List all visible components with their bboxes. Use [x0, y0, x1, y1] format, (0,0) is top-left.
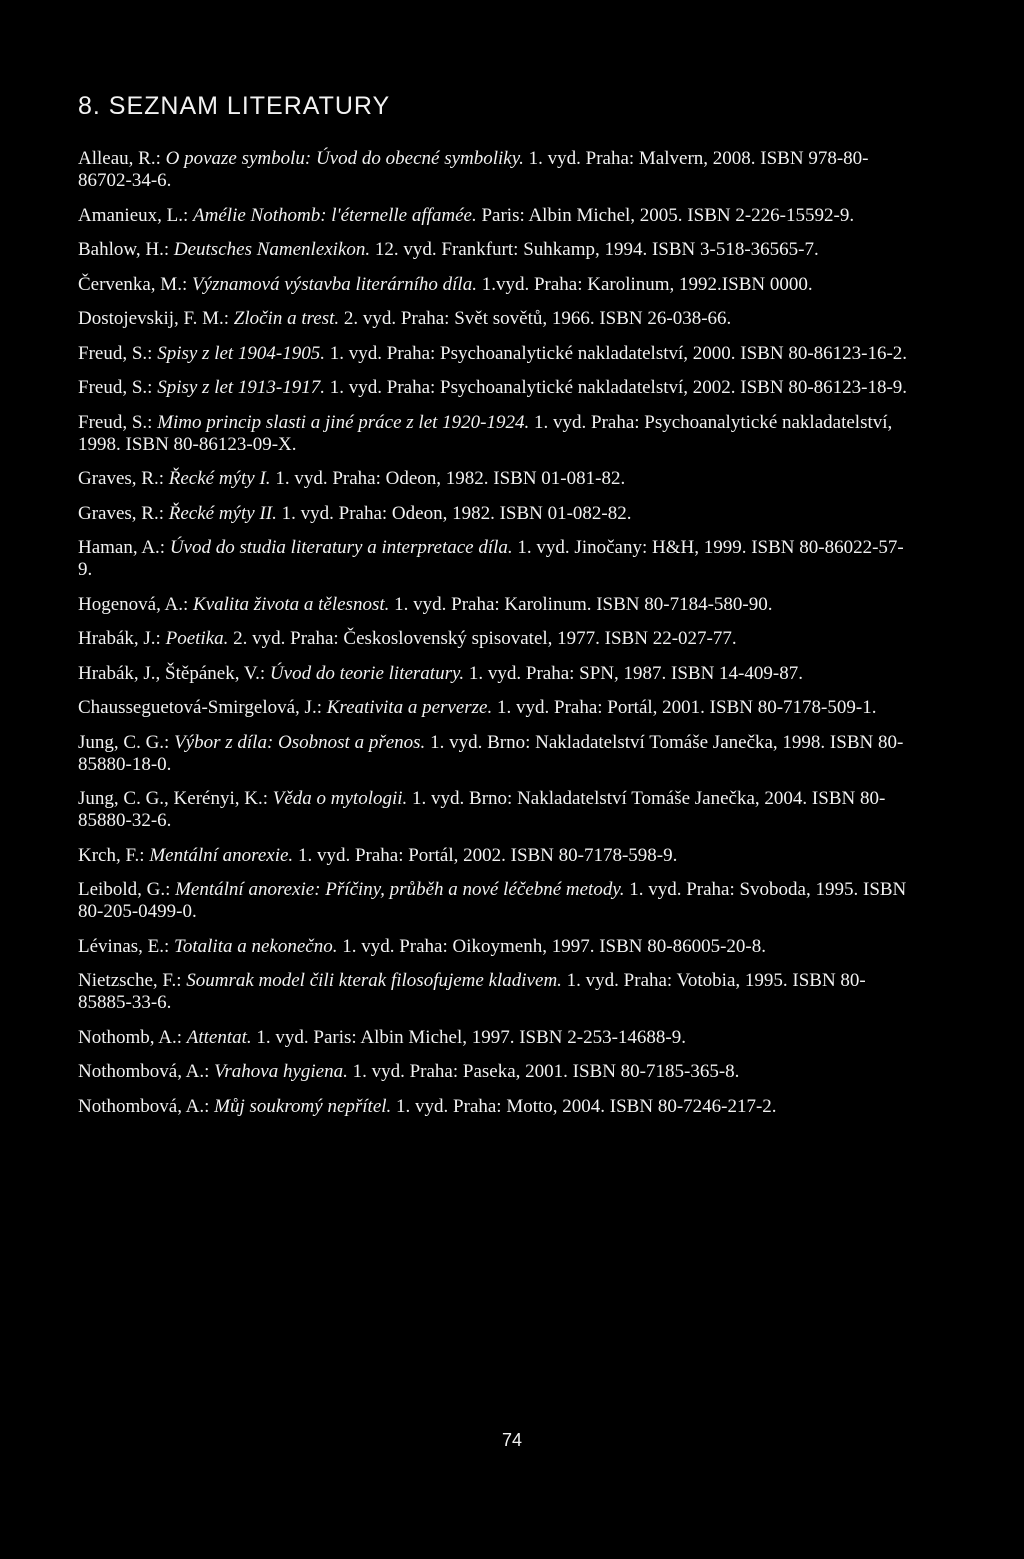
entry-publication-details: 1. vyd. Praha: Portál, 2001. ISBN 80-7178-509-1.: [492, 697, 877, 718]
entry-publication-details: 1. vyd. Praha: Psychoanalytické nakladatelství, 1998. ISBN 80-86123-09-X.: [78, 411, 893, 455]
entry-author: Hogenová, A.:: [78, 593, 194, 615]
bibliography-list: [78, 148, 908, 1130]
entry-publication-details: 1. vyd. Praha: Odeon, 1982. ISBN 01-082-82.: [276, 502, 632, 524]
bibliography-entry: [78, 239, 908, 261]
bibliography-entry: [78, 594, 908, 616]
entry-author: Graves, R.:: [78, 468, 169, 489]
entry-publication-details: 1. vyd. Praha: Malvern, 2008. ISBN 978-80-86702-34-6.: [78, 148, 869, 191]
entry-author: Hrabák, J.:: [78, 628, 166, 649]
bibliography-entry: [78, 788, 908, 832]
entry-title: Výbor z díla: Osobnost a přenos.: [174, 731, 426, 753]
entry-title: Poetika.: [165, 628, 229, 649]
bibliography-entry: [78, 468, 908, 490]
entry-title: Zločin a trest.: [233, 308, 340, 329]
entry-title: Kvalita života a tělesnost.: [193, 593, 390, 615]
entry-publication-details: 1. vyd. Praha: Oikoymenh, 1997. ISBN 80-86005-20-8.: [337, 935, 766, 957]
entry-author: Nietzsche, F.:: [78, 970, 187, 991]
bibliography-entry: [78, 274, 908, 296]
entry-author: Alleau, R.:: [78, 148, 166, 169]
entry-title: Významová výstavba literárního díla.: [191, 273, 477, 295]
entry-author: Graves, R.:: [78, 502, 169, 524]
section-heading: 8. SEZNAM LITERATURY: [78, 92, 391, 120]
entry-title: Deutsches Namenlexikon.: [173, 239, 371, 260]
entry-title: Spisy z let 1913-1917.: [157, 377, 326, 398]
entry-publication-details: 2. vyd. Praha: Svět sovětů, 1966. ISBN 26-038-66.: [339, 308, 732, 329]
bibliography-entry: [78, 845, 908, 867]
bibliography-entry: [78, 970, 908, 1014]
entry-author: Amanieux, L.:: [78, 204, 194, 226]
entry-title: Kreativita a perverze.: [326, 697, 493, 718]
entry-author: Chausseguetová-Smirgelová, J.:: [78, 697, 327, 718]
bibliography-entry: [78, 732, 908, 776]
bibliography-entry: [78, 1096, 908, 1118]
bibliography-entry: [78, 1061, 908, 1083]
entry-title: Mentální anorexie: Příčiny, průběh a nové léčebné metody.: [175, 879, 625, 900]
entry-author: Jung, C. G., Kerényi, K.:: [78, 788, 273, 809]
entry-publication-details: Paris: Albin Michel, 2005. ISBN 2-226-15592-9.: [476, 204, 855, 226]
entry-publication-details: 1. vyd. Paris: Albin Michel, 1997. ISBN 2-253-14688-9.: [251, 1026, 686, 1048]
entry-title: Mentální anorexie.: [149, 844, 294, 866]
entry-author: Nothomb, A.:: [78, 1026, 187, 1048]
entry-publication-details: 1. vyd. Brno: Nakladatelství Tomáše Janečka, 1998. ISBN 80-85880-18-0.: [78, 731, 904, 775]
entry-title: Attentat.: [186, 1026, 252, 1048]
bibliography-entry: [78, 628, 908, 650]
page-number: 74: [501, 1430, 523, 1450]
entry-title: O povaze symbolu: Úvod do obecné symboliky.: [165, 148, 524, 169]
entry-author: Haman, A.:: [78, 537, 170, 558]
entry-author: Bahlow, H.:: [78, 239, 174, 260]
bibliography-entry: [78, 663, 908, 685]
entry-title: Soumrak model čili kterak filosofujeme kladivem.: [186, 970, 562, 991]
bibliography-entry: [78, 879, 908, 923]
entry-title: Spisy z let 1904-1905.: [157, 342, 326, 364]
bibliography-entry: [78, 537, 908, 581]
entry-publication-details: 1. vyd. Praha: Portál, 2002. ISBN 80-7178-598-9.: [293, 844, 678, 866]
bibliography-entry: [78, 412, 908, 456]
entry-publication-details: 1. vyd. Praha: Karolinum. ISBN 80-7184-580-90.: [389, 593, 773, 615]
entry-publication-details: 1. vyd. Praha: Votobia, 1995. ISBN 80-85885-33-6.: [78, 970, 866, 1013]
entry-title: Úvod do studia literatury a interpretace díla.: [169, 537, 513, 558]
entry-title: Řecké mýty II.: [168, 502, 277, 524]
entry-author: Freud, S.:: [78, 411, 158, 433]
entry-publication-details: 2. vyd. Praha: Československý spisovatel, 1977. ISBN 22-027-77.: [228, 628, 737, 649]
bibliography-entry: [78, 377, 908, 399]
entry-author: Nothombová, A.:: [78, 1061, 215, 1082]
entry-author: Dostojevskij, F. M.:: [78, 308, 234, 329]
entry-author: Jung, C. G.:: [78, 731, 175, 753]
entry-publication-details: 1. vyd. Praha: SPN, 1987. ISBN 14-409-87.: [464, 662, 803, 684]
entry-author: Leibold, G.:: [78, 879, 176, 900]
bibliography-entry: [78, 148, 908, 192]
entry-title: Můj soukromý nepřítel.: [214, 1095, 392, 1117]
entry-title: Totalita a nekonečno.: [174, 935, 338, 957]
entry-author: Freud, S.:: [78, 377, 158, 398]
entry-publication-details: 1. vyd. Praha: Motto, 2004. ISBN 80-7246-217-2.: [391, 1095, 777, 1117]
entry-title: Vrahova hygiena.: [214, 1061, 348, 1082]
entry-publication-details: 1. vyd. Praha: Paseka, 2001. ISBN 80-7185-365-8.: [347, 1061, 740, 1082]
entry-author: Freud, S.:: [78, 342, 158, 364]
entry-title: Mimo princip slasti a jiné práce z let 1920-1924.: [157, 411, 530, 433]
entry-author: Krch, F.:: [78, 844, 150, 866]
entry-publication-details: 1. vyd. Praha: Psychoanalytické nakladatelství, 2000. ISBN 80-86123-16-2.: [325, 342, 908, 364]
entry-publication-details: 1. vyd. Praha: Psychoanalytické nakladatelství, 2002. ISBN 80-86123-18-9.: [325, 377, 908, 398]
bibliography-entry: [78, 205, 908, 227]
entry-author: Lévinas, E.:: [78, 935, 175, 957]
entry-publication-details: 1.vyd. Praha: Karolinum, 1992.ISBN 0000.: [476, 273, 813, 295]
entry-author: Červenka, M.:: [78, 273, 192, 295]
entry-author: Nothombová, A.:: [78, 1095, 215, 1117]
entry-author: Hrabák, J., Štěpánek, V.:: [78, 662, 270, 684]
bibliography-entry: [78, 936, 908, 958]
entry-publication-details: 1. vyd. Brno: Nakladatelství Tomáše Janečka, 2004. ISBN 80-85880-32-6.: [78, 788, 886, 831]
entry-publication-details: 1. vyd. Praha: Odeon, 1982. ISBN 01-081-82.: [270, 468, 626, 489]
entry-title: Věda o mytologii.: [272, 788, 408, 809]
bibliography-entry: [78, 1027, 908, 1049]
bibliography-entry: [78, 697, 908, 719]
bibliography-entry: [78, 308, 908, 330]
entry-title: Řecké mýty I.: [168, 468, 271, 489]
entry-publication-details: 1. vyd. Praha: Svoboda, 1995. ISBN 80-205-0499-0.: [78, 879, 907, 922]
entry-title: Amélie Nothomb: l'éternelle affamée.: [193, 204, 477, 226]
entry-publication-details: 12. vyd. Frankfurt: Suhkamp, 1994. ISBN 3-518-36565-7.: [370, 239, 819, 260]
bibliography-entry: [78, 343, 908, 365]
bibliography-entry: [78, 503, 908, 525]
entry-title: Úvod do teorie literatury.: [269, 662, 465, 684]
entry-publication-details: 1. vyd. Jinočany: H&H, 1999. ISBN 80-86022-57-9.: [78, 537, 904, 580]
